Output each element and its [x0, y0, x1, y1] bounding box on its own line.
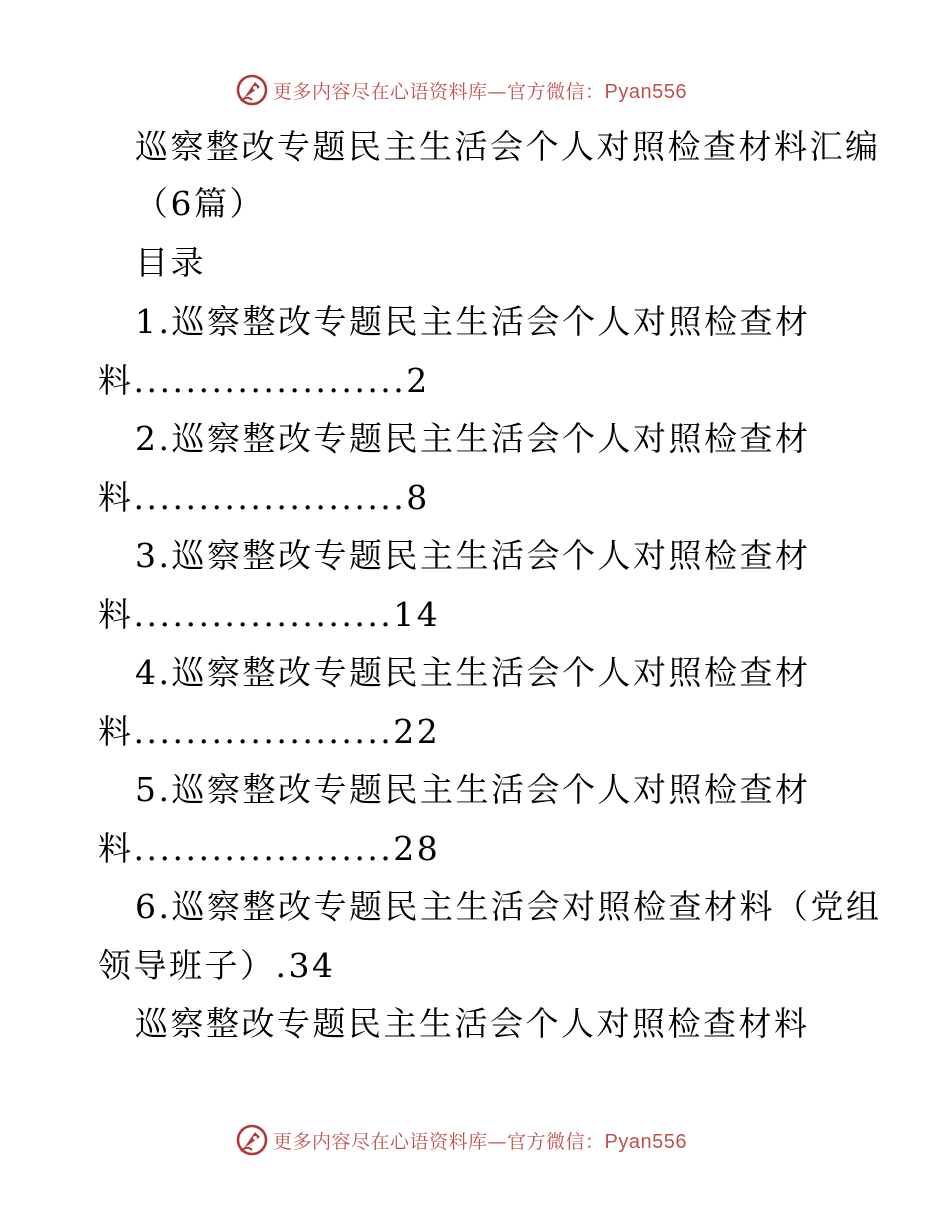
pen-nib-logo-icon	[235, 1123, 269, 1157]
toc-entry-4-title: 4.巡察整改专题民主生活会个人对照检查材	[135, 653, 811, 692]
wechat-id: Pyan556	[604, 1130, 687, 1153]
toc-entry-6-page: 领导班子）.34	[98, 946, 336, 985]
header-banner	[235, 72, 687, 108]
toc-entry-1-title: 1.巡察整改专题民主生活会个人对照检查材	[135, 302, 811, 341]
toc-entry-6-title: 6.巡察整改专题民主生活会对照检查材料（党组	[135, 887, 882, 926]
toc-entry-5-title: 5.巡察整改专题民主生活会个人对照检查材	[135, 770, 811, 809]
toc-entry-2-page: 料.....................8	[98, 478, 430, 517]
toc-entry-4-page: 料....................22	[98, 712, 441, 751]
doc-title-line-2: （6篇）	[135, 184, 265, 223]
toc-entry-3-page: 料....................14	[98, 595, 441, 634]
section-title: 巡察整改专题民主生活会个人对照检查材料	[135, 1004, 810, 1043]
toc-entry-3-title: 3.巡察整改专题民主生活会个人对照检查材	[135, 536, 811, 575]
toc-entry-2-title: 2.巡察整改专题民主生活会个人对照检查材	[135, 419, 811, 458]
header-banner-text: 更多内容尽在心语资料库—官方微信：Pyan556	[273, 80, 687, 103]
toc-entry-5-page: 料....................28	[98, 829, 441, 868]
toc-entry-1-page: 料.....................2	[98, 361, 430, 400]
toc-heading: 目录	[135, 243, 206, 282]
wechat-id: Pyan556	[604, 80, 687, 103]
pen-nib-logo-icon	[235, 73, 269, 107]
doc-title-line-1: 巡察整改专题民主生活会个人对照检查材料汇编	[135, 127, 881, 166]
footer-banner-text: 更多内容尽在心语资料库—官方微信：Pyan556	[273, 1130, 687, 1153]
footer-banner	[235, 1122, 687, 1158]
